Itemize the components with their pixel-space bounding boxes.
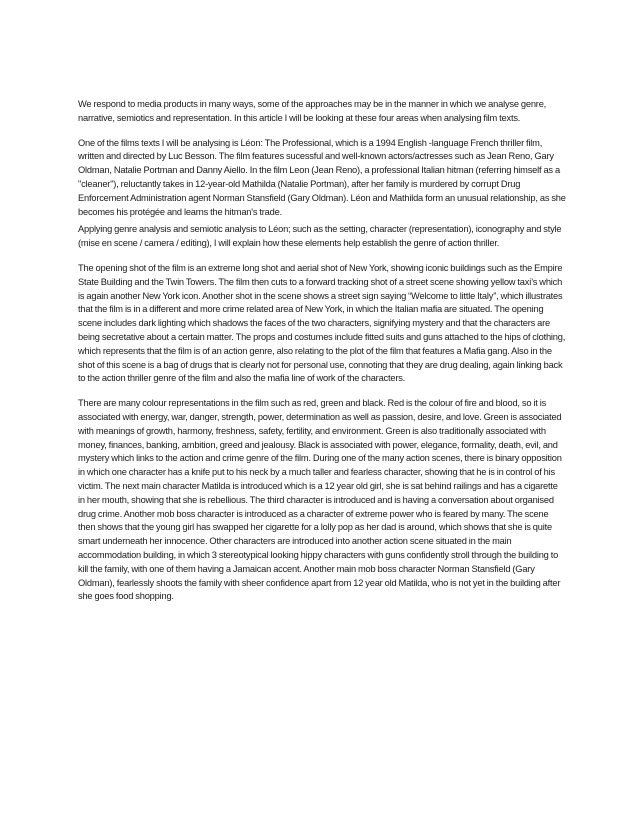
paragraph-colour-representations: There are many colour representations in the film such as red, green and black. Red is the colour of fire and blood, so it is associated with energy, war, danger, strength, power, determination as well as passion, desire, and love. Green is associated with meanings of growth, harmony, freshness, safety, fertility, and environment. Green is also traditionally associated with money, finances, banking, ambition, greed and jealousy. Black is associated with power, elegance, formality, death, evil, and mystery which links to the action and crime genre of the film. During one of the many action scenes, there is binary opposition in which one character has a knife put to his neck by a much taller and fearless character, showing that he is in control of his victim. The next main character Matilda is introduced which is a 12 year old girl, she is sat behind railings and has a cigarette in her mouth, showing that she is rebellious. The third character is introduced and is having a conversation about organised drug crime. Another mob boss character is introduced as a character of extreme power who is feared by many. The scene then shows that the young girl has swapped her cigarette for a lolly pop as her dad is around, which shows that she is quite smart underneath her innocence. Other characters are introduced into another action scene situated in the main accommodation building, in which 3 stereotypical looking hippy characters with guns confidently stroll through the building to kill the family, with one of them having a Jamaican accent. Another main mob boss character Norman Stansfield (Gary Oldman), fearlessly shoots the family with sheer confidence apart from 12 year old Matilda, who is not yet in the building after she goes food shopping. (78, 398, 562, 602)
document-page (78, 98, 566, 615)
paragraph-intro: We respond to media products in many ways, some of the approaches may be in the manner in which we analyse genre, narrative, semiotics and representation. In this article I will be looking at these four areas when analysing film texts. (78, 99, 547, 123)
paragraph-film-overview: One of the films texts I will be analysing is Léon: The Professional, which is a 1994 English -language French thriller film, written and directed by Luc Besson. The film features sucessful and well-known actors/actresses such as Jean Reno, Gary Oldman, Natalie Portman and Danny Aiello. In the film Leon (Jean Reno), a professional Italian hitman (referring himself as a "cleaner"), reluctantly takes in 12-year-old Mathilda (Natalie Portman), after her family is murdered by corrupt Drug Enforcement Administration agent Norman Stansfield (Gary Oldman). Léon and Mathilda form an unusual relationship, as she becomes his protégée and learns the hitman's trade. (78, 137, 566, 217)
paragraph-opening-shot: The opening shot of the film is an extreme long shot and aerial shot of New York, showing iconic buildings such as the Empire State Building and the Twin Towers. The film then cuts to a forward tracking shot of a street scene showing yellow taxi’s which is again another New York icon. Another shot in the scene shows a street sign saying “Welcome to little Italy”, which illustrates that the film is in a different and more crime related area of New York, in which the Italian mafia are situated. The opening scene includes dark lighting which shadows the faces of the two characters, signifying mystery and that the characters are being secretative about a certain matter. The props and costumes include fitted suits and guns attached to the hips of clothing, which represents that the film is of an action genre, also relating to the plot of the film that features a Mafia gang. Also in the shot of this scene is a bag of drugs that is clearly not for personal use, connoting that they are drug dealing, again linking back to the action thriller genre of the film and also the mafia line of work of the characters. (78, 262, 566, 384)
paragraph-genre-analysis: Applying genre analysis and semiotic analysis to Léon; such as the setting, character (representation), iconography and style (mise en scene / camera / editing), I will explain how these elements help establish the genre of action thriller. (78, 224, 562, 249)
